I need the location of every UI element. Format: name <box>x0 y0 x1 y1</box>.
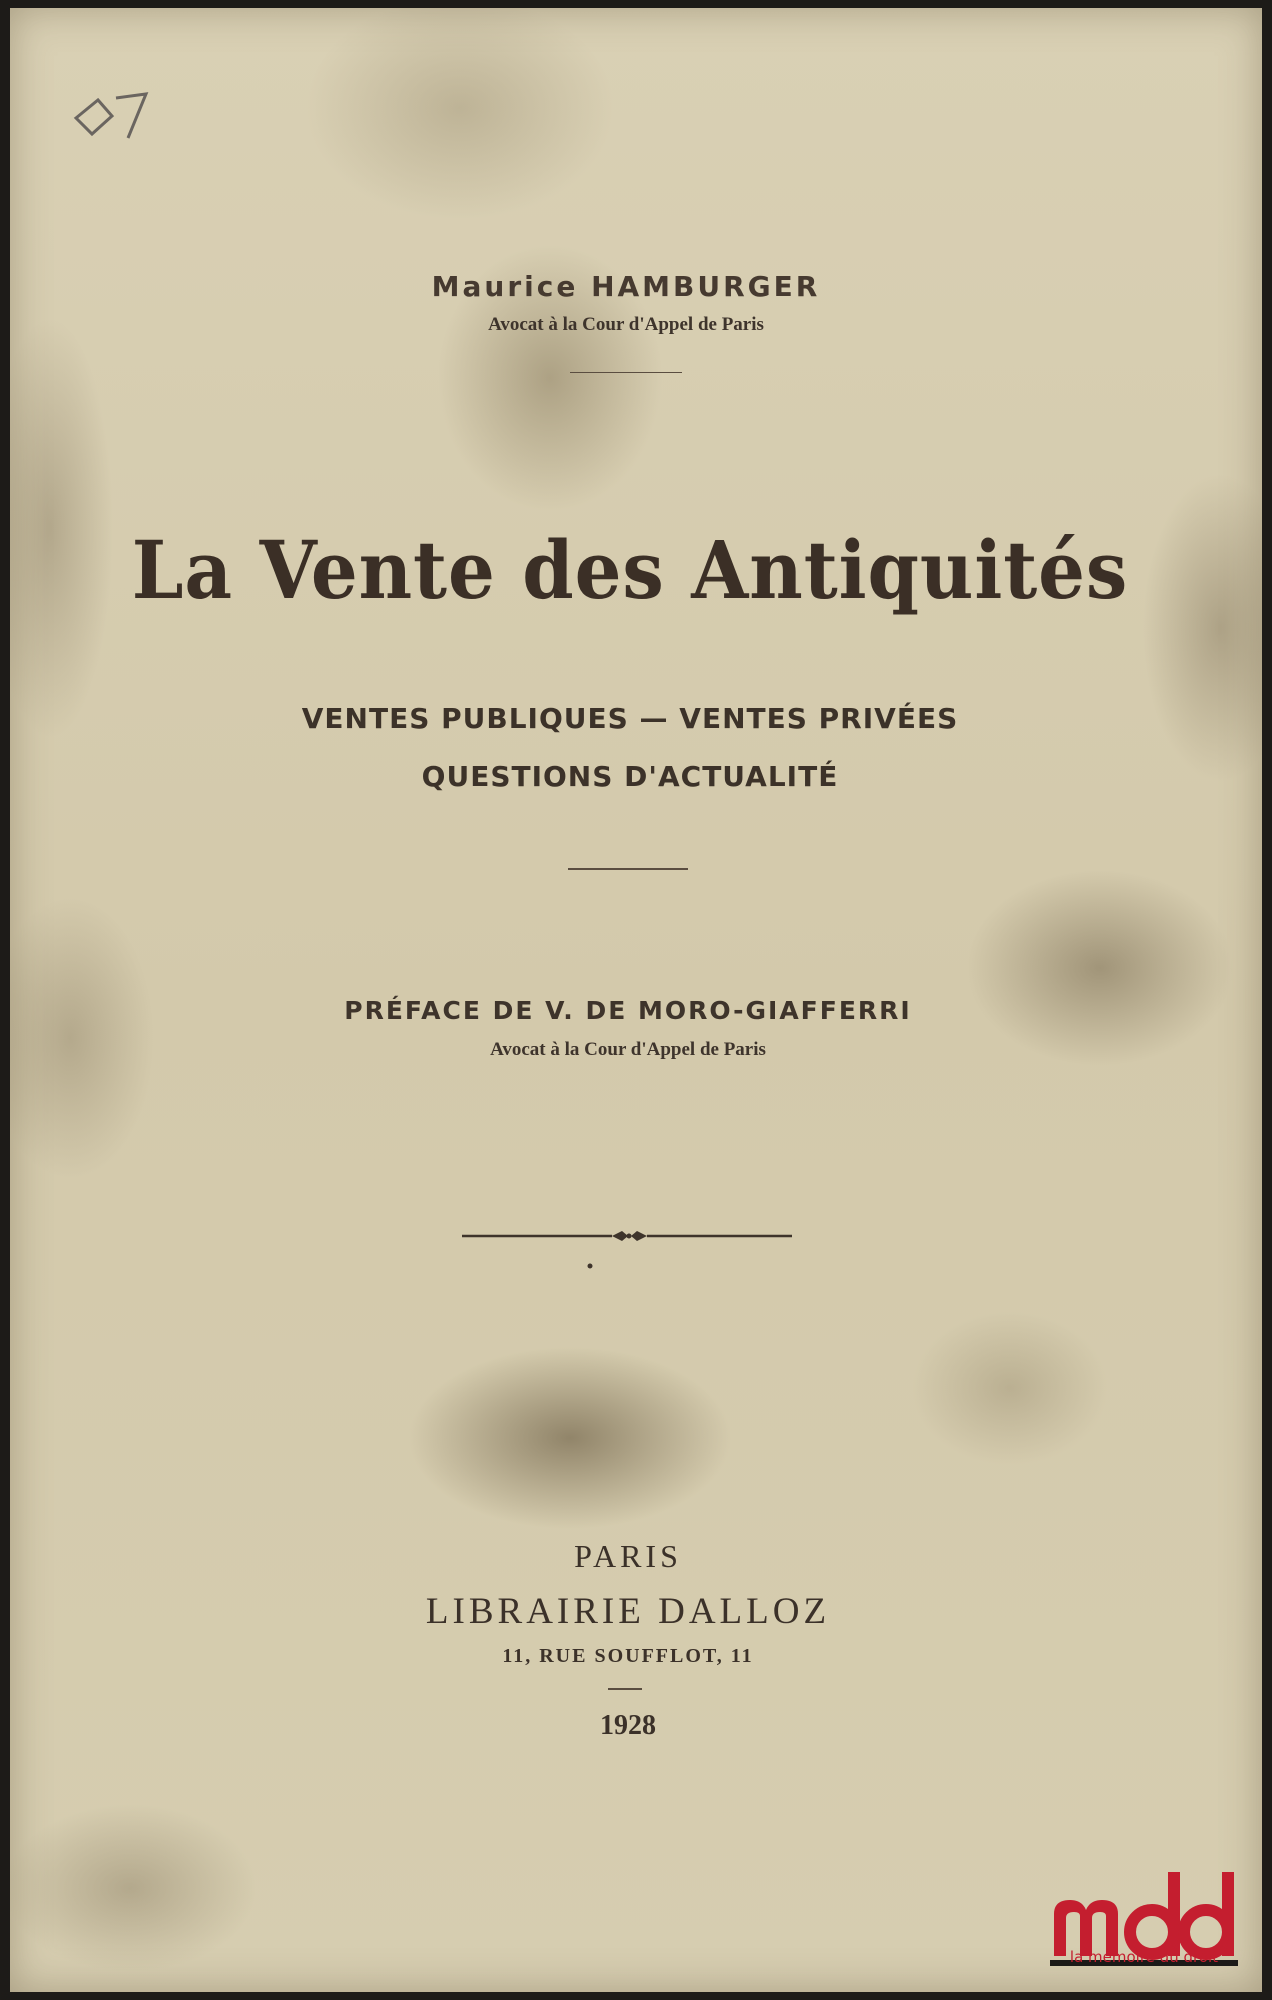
divider-rule-short <box>608 1688 642 1690</box>
ornament-divider <box>462 1226 792 1276</box>
publication-year: 1928 <box>600 1710 656 1741</box>
publisher-address: 11, RUE SOUFFLOT, 11 <box>502 1645 754 1667</box>
divider-rule-middle <box>568 868 688 870</box>
mdd-tagline: la mémoire du droit <box>1069 1948 1219 1966</box>
preface-line <box>2 996 1254 1025</box>
subtitle-line-2: QUESTIONS D'ACTUALITÉ <box>421 760 839 793</box>
book-cover <box>10 8 1262 1992</box>
divider-rule-top <box>570 372 682 373</box>
publisher-name: LIBRAIRIE DALLOZ <box>425 1591 831 1632</box>
author-title: Avocat à la Cour d'Appel de Paris <box>488 314 764 335</box>
subtitle-line-1: VENTES PUBLIQUES — VENTES PRIVÉES <box>301 702 959 735</box>
preface-author: V. DE MORO-GIAFFERRI <box>545 996 912 1025</box>
preface-prefix: PRÉFACE DE <box>344 996 535 1025</box>
preface-author-title: Avocat à la Cour d'Appel de Paris <box>490 1039 766 1060</box>
publisher-city: PARIS <box>574 1538 682 1574</box>
author-name: Maurice HAMBURGER <box>431 270 821 303</box>
handwritten-mark <box>68 78 158 148</box>
book-title: La Vente des Antiquités <box>131 523 1129 617</box>
